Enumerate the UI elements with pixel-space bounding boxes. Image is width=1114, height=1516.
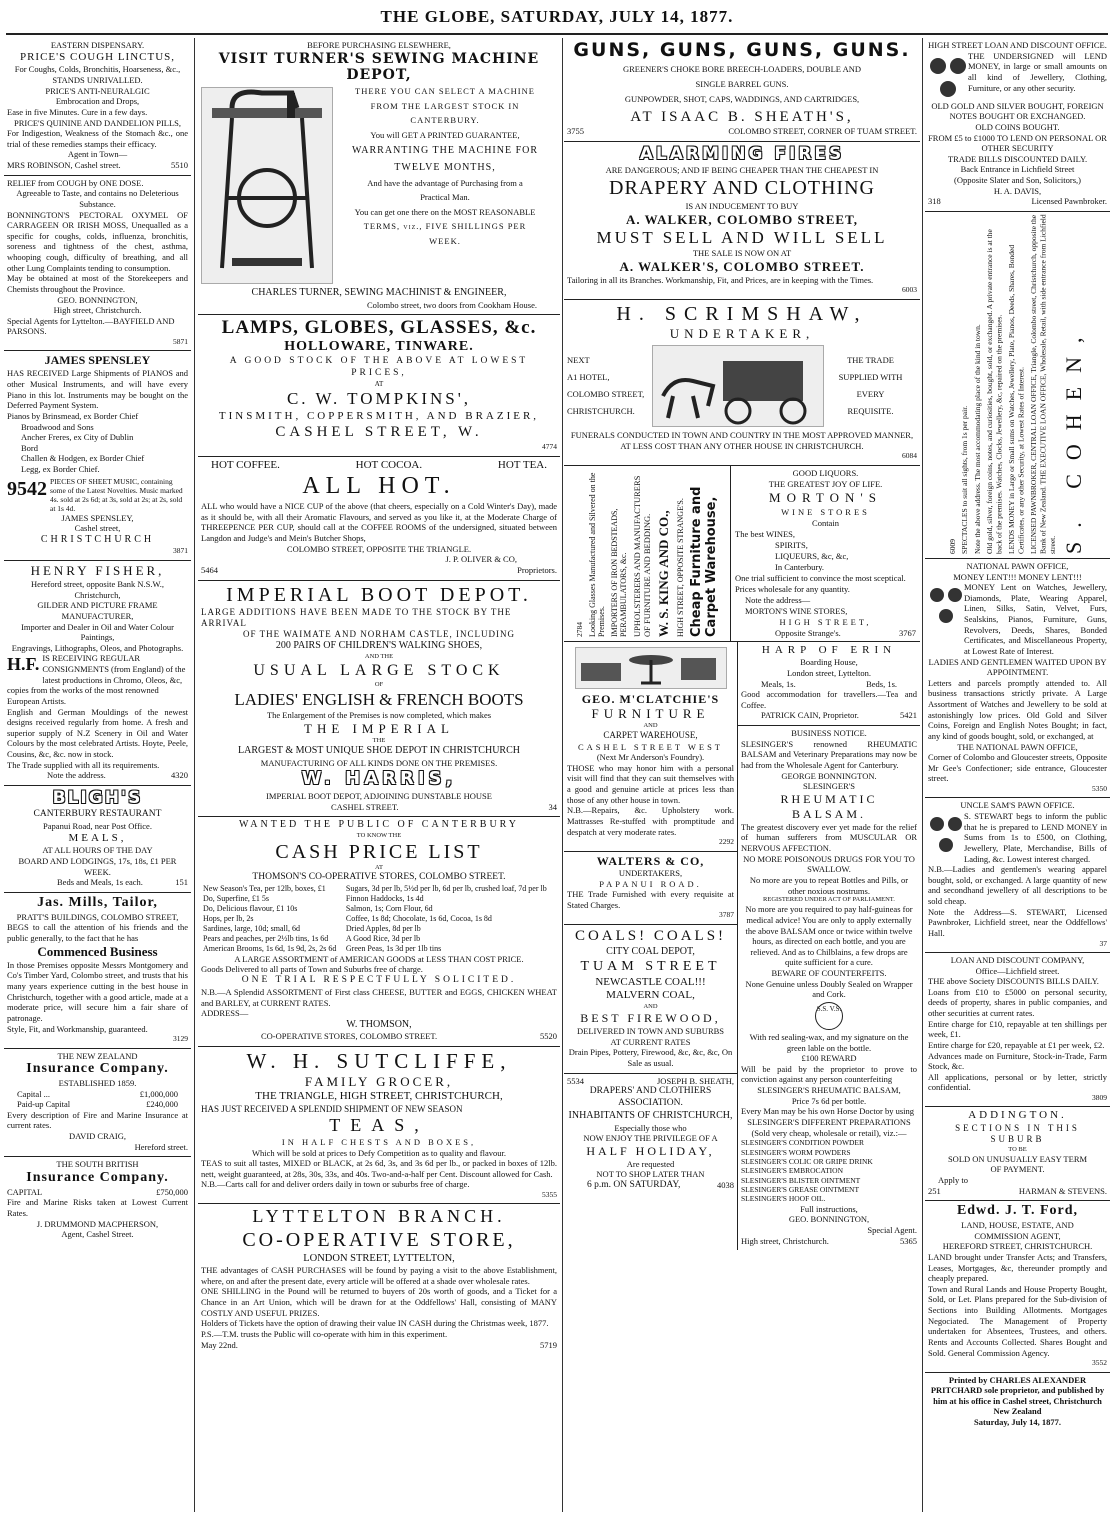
ad-eastern-dispensary: EASTERN DISPENSARY. PRICE'S COUGH LINCTUS, For Coughs, Colds, Bronchitis, Hoarseness, &c., STANDS UNRIVALLED. PRICE'S ANTI-NEURALGIC Embrocation and Drops, Ease in five Minutes. Cure in a few days. PRICE'S QUININE AND DANDELION PILLS, For Indigestion, Weakness of the Stomach &c., one trial of these remedies stamps their efficacy. Agent in Town— MRS ROBINSON, Cashel street. 5510 (4, 38, 191, 176)
price-item: Green Peas, 1s 3d per 1lb tins (345, 943, 442, 953)
ad-national-pawn: NATIONAL PAWN OFFICE, MONEY LENT!!! MONEY LENT!!! MONEY Lent on Watches, Jewellery, Diamonds, Plate, Wearing Apparel, Linen, Silks, Satin, Velvet, Furs, Sealskins, Pianos, Furniture, Guns, Revolvers, Deeds, Shares, Bonded Certificates, and Miscellaneous Property, at Lowest Rate of Interest. LADIES AND GENTLEMEN WAITED UPON BY APPOINTMENT. Letters and parcels promptly attended to. All business transactions strictly private. A Large Assortment of Watches and Jewellery to be sold at astonishingly low prices. Old Gold and Silver Coins, Foreign and English Notes Bought; in fact, any kind of goods bought, sold, or exchanged, at THE NATIONAL PAWN OFFICE, Corner of Colombo and Gloucester streets, Opposite Mr Gee's Confectioner; side entrance, Gloucester street. 5350 (925, 559, 1110, 799)
hot-drink-label: HOT TEA. (497, 458, 547, 471)
hot-drink-label: HOT COCOA. (355, 458, 423, 471)
list-item: Legg, ex Border Chief. (21, 464, 100, 474)
ad-addington: ADDINGTON. SECTIONS IN THIS SUBURB TO BE SOLD ON UNUSUALLY EASY TERM OF PAYMENT. Apply to 251 HARMAN & STEVENS. (925, 1107, 1110, 1201)
list-item: Challen & Hodgen, ex Border Chief (21, 453, 145, 464)
masthead-rule (6, 33, 1108, 35)
ad-sheath-guns: GUNS, GUNS, GUNS, GUNS. GREENER'S CHOKE BORE BREECH-LOADERS, DOUBLE AND SINGLE BARREL GUNS. GUNPOWDER, SHOT, CAPS, WADDINGS, AND CARTRIDGES, AT ISAAC B. SHEATH'S, 3755 COLOMBO STREET, CORNER OF TUAM STREET. (564, 38, 920, 142)
ad-harp-of-erin: HARP OF ERIN Boarding House, London street, Lyttelton. Meals, 1s. Beds, 1s. Good accommodation for travellers.—Tea and Coffee. PATRICK CAIN, Proprietor. 5421 (738, 642, 920, 727)
list-item: Broadwood and Sons (21, 421, 94, 432)
ad-imperial-boot: IMPERIAL BOOT DEPOT. LARGE ADDITIONS HAVE BEEN MADE TO THE STOCK BY THE ARRIVAL OF THE WAIMATE AND NORHAM CASTLE, INCLUDING 200 PAIRS OF CHILDREN'S WALKING SHOES, AND THE USUAL LARGE STOCK OF LADIES' ENGLISH & FRENCH BOOTS The Enlargement of the Premises is now completed, which makes THE IMPERIAL THE LARGEST & MOST UNIQUE SHOE DEPOT IN CHRISTCHURCH MANUFACTURING OF ALL KINDS DONE ON THE PREMISES. W. HARRIS, IMPERIAL BOOT DEPOT, ADJOINING DUNSTABLE HOUSE CASHEL STREET. 34 (198, 581, 560, 818)
sewing-machine-icon (202, 88, 332, 283)
price-item: Salmon, 1s; Corn Flour, 6d (345, 903, 433, 913)
ad-scrimshaw-undertaker: H. SCRIMSHAW, UNDERTAKER, NEXT A1 HOTEL, COLOMBO STREET, CHRISTCHURCH. THE TRADE SUPPLIED WITH EVERY REQUISITE. FUNERALS CONDUCTED IN TOWN AND COUNTRY IN THE MOST APPROVED MANNER, AT LESS COST THAN ANY OTHER HOUSE IN CHRISTCHURCH. 6084 (564, 300, 920, 466)
list-item: SLESINGER'S GREASE OINTMENT (741, 1185, 860, 1195)
furniture-illustration (575, 647, 727, 689)
pawnbroker-balls-icon (928, 51, 968, 101)
column-1 (4, 38, 191, 1512)
list-item: CHRISTCHURCH. (567, 405, 635, 416)
ad-lyttelton-coop: LYTTELTON BRANCH. CO-OPERATIVE STORE, LONDON STREET, LYTTELTON, THE advantages of CASH PURCHASES will be found by paying a visit to the above Establishment, where, on and after the present date, every article will be offered at a shade over wholesale rates. ONE SHILLING in the Pound will be returned to buyers of 20s worth of goods, and a Ticket for a Chance in an Art Union, which will be drawn for at the Oddfellows' Hall, consisting of MANY COSTLY AND USEFUL PRIZES. Holders of Tickets have the option of drawing their value IN CASH during the Christmas week, 1877. P.S.—T.M. trusts the Public will co-operate with him in this experiment. May 22nd. 5719 (201, 1206, 557, 1350)
hearse-illustration (652, 345, 824, 427)
column-2 (198, 38, 560, 1512)
ad-cohen-pawnbroker: 6009 SPECTACLES to suit all sights, from 1s per pair. Note the above address. The most accommodating place of the kind in town. Old gold, silver, foreign coins, notes, and curiosities, bought, sold, or exchanged. A private entrance is at the back of the premises. Watches, Clocks, Jewellery, &c, repaired on the premises. LENDS MONEY in Large or Small sums on Watches, Jewellery, Plate, Pianos, Deeds, Shares, Bonded Certificates, or any other Security, at Lowest Rates of Interest. LICENSED PAWNBROKER, CENTRAL LOAN OFFICE, Triangle, Colombo street, Christchurch, opposite the Bank of New Zealand. THE EXECUTIVE LOAN OFFICE, Wholesale, Retail, with side entrance from Lichfield street. S. COHEN, (925, 212, 1110, 559)
list-item: SUPPLIED WITH (838, 371, 903, 382)
ad-blighs-restaurant: BLIGH'S CANTERBURY RESTAURANT Papanui Road, near Post Office. MEALS, AT ALL HOURS OF THE DAY BOARD AND LODGINGS, 17s, 18s, £1 PER WEEK. Beds and Meals, 1s each. 151 (4, 786, 191, 893)
price-list-table (201, 884, 557, 954)
price-item: Dried Apples, 8d per lb (345, 923, 421, 933)
ad-thomson-stores: WANTED THE PUBLIC OF CANTERBURY TO KNOW THE CASH PRICE LIST AT THOMSON'S CO-OPERATIVE STORES, COLOMBO STREET. New Season's Tea, per 12lb, boxes, £1 Do, Superfine, £1 5s Do, Delicious flavour, £1 10s Hops, per lb, 2s Sardines, large, 10d; small, 6d Pears and peaches, per 2½lb tins, 1s 6d American Brooms, 1s 6d, 1s 9d, 2s, 2s 6d Sugars, 3d per lb, 5½d per lb, 6d per lb, crushed loaf, 7d per lb Finnon Haddocks, 1s 4d Salmon, 1s; Corn Flour, 6d Coffee, 1s 8d; Chocolate, 1s 6d, Cocoa, 1s 8d Dried Apples, 8d per lb A Good Rice, 3d per lb Green Peas, 1s 3d per 1lb tins A LARGE ASSORTMENT of AMERICAN GOODS at LESS THAN COST PRICE. Goods Delivered to all parts of Town and Suburbs free of charge. ONE TRIAL RESPECTFULLY SOLICITED. N.B.—A Splendid ASSORTMENT of First class CHEESE, BUTTER and EGGS, CHICKEN WHEAT and BARLEY, at CURRENT RATES. ADDRESS— W. THOMSON, CO-OPERATIVE STORES, COLOMBO STREET. 5520 (198, 817, 560, 1047)
price-item: A Good Rice, 3d per lb (345, 933, 421, 943)
list-item: SLESINGER'S BLISTER OINTMENT (741, 1175, 861, 1185)
scrimshaw-left-text (567, 352, 652, 420)
list-item: SLESINGER'S HOOF OIL. (741, 1194, 826, 1204)
ad-walters-undertakers: WALTERS & CO, UNDERTAKERS, PAPANUI ROAD. THE Trade Furnished with every requisite at Stated Charges. 3787 (564, 852, 737, 925)
ad-turner-sewing: BEFORE PURCHASING ELSEWHERE, VISIT TURNER'S SEWING MACHINE DEPOT, THERE YOU CAN SELECT A MACHINE FROM THE LARGEST STOCK IN CANTERBURY. You will GET A PRINTED GUARANTEE, WARRANTING THE MACHINE FOR TWELVE MONTHS, And have the advantage of Purchasing from a Practical Man. You can get one there on the MOST REASONABLE TERMS, viz., FIVE SHILLINGS PER WEEK. CHARLES TURNER, SEWING MACHINIST & ENGINEER, Colombo street, two doors from Cookham House. (198, 38, 560, 315)
price-item: Sardines, large, 10d; small, 6d (203, 923, 300, 933)
price-item: American Brooms, 1s 6d, 1s 9d, 2s, 2s 6d (203, 943, 337, 953)
sewing-machine-illustration (201, 87, 333, 284)
list-item: Ancher Freres, ex City of Dublin (21, 432, 134, 443)
col3-left-subcolumn (564, 642, 738, 1251)
list-item: SLESINGER'S EMBROCATION (741, 1166, 843, 1176)
list-item: A1 HOTEL, (567, 371, 610, 382)
list-item: SLESINGER'S COLIC OR GRIPE DRINK (741, 1156, 873, 1166)
column-divider (194, 38, 195, 1512)
masthead: THE GLOBE, SATURDAY, JULY 14, 1877. (380, 7, 734, 26)
ad-mills-tailor: Jas. Mills, Tailor, PRATT'S BUILDINGS, COLOMBO STREET, BEGS to call the attention of his friends and the public generally, to the fact that he has Commenced Business In those Premises opposite Messrs Montgomery and Co's Timber Yard, Colombo street, and trusts that his many years experience cutting in the best house in Christchurch, together with a good article, made at a moderate price, will secure him a fair share of patronage. Style, Fit, and Workmanship, guaranteed. 3129 (4, 893, 191, 1049)
ad-walker-drapery: ALARMING FIRES ARE DANGEROUS; AND IF BEING CHEAPER THAN THE CHEAPEST IN DRAPERY AND CLOTHING IS AN INDUCEMENT TO BUY A. WALKER, COLOMBO STREET, MUST SELL AND WILL SELL THE SALE IS NOW ON AT A. WALKER'S, COLOMBO STREET. Tailoring in all its Branches. Workmanship, Fit, and Prices, are in keeping with the Times. 6003 (564, 142, 920, 300)
piano-list (7, 422, 188, 475)
column-divider (922, 38, 923, 1512)
ad-davis-loan: HIGH STREET LOAN AND DISCOUNT OFFICE. THE UNDERSIGNED will LEND MONEY, in large or small amounts on all kind of Jewellery, Clothing, Furniture, or any other security. OLD GOLD AND SILVER BOUGHT, FOREIGN NOTES BOUGHT OR EXCHANGED. OLD COINS BOUGHT. FROM £5 to £1000 TO LEND ON PERSONAL OR OTHER SECURITY TRADE BILLS DISCOUNTED DAILY. Back Entrance in Lichfield Street (Opposite Slater and Son, Solicitors,) H. A. DAVIS, 318 Licensed Pawnbroker. (925, 38, 1110, 212)
imprint: Printed by CHARLES ALEXANDER PRITCHARD sole proprietor, and published by him at his office in Cashel street, Christchurch New Zealand Saturday, July 14, 1877. (930, 1374, 1105, 1428)
ad-henry-fisher: HENRY FISHER, Hereford street, opposite Bank N.S.W., Christchurch, GILDER AND PICTURE FRAME MANUFACTURER, Importer and Dealer in Oil and Water Colour Paintings, Engravings, Lithographs, Oleos, and Photographs. H.F. IS RECEIVING REGULAR CONSIGNMENTS (from England) of the latest productions in Chromo, Oleos, &c, copies from the works of the most renowned European Artists. English and German Mouldings of the newest designs received regularly from home. A fresh and superior supply of N.Z Scenery in Oil and Water Colours by the most celebrated Artists. Hoyte, Peele, Cousins, &c, &c. now in stock. The Trade supplied with all its requirements. Note the address. 4320 (4, 561, 191, 786)
column-3 (564, 38, 920, 1512)
ad-sutcliffe-grocer: W. H. SUTCLIFFE, FAMILY GROCER, THE TRIANGLE, HIGH STREET, CHRISTCHURCH, HAS JUST RECEIVED A SPLENDID SHIPMENT OF NEW SEASON TEAS, IN HALF CHESTS AND BOXES, Which will be sold at prices to Defy Competition as to quality and flavour. TEAS to suit all tastes, MIXED or BLACK, at 2s 6d, 3s, and 3s 6d per lb., or packed in boxes of 12lb. nett, weight guaranteed, at 28s, 30s, 33s, and 40s. Two-and-a-half per Cent. Discount allowed for Cash. N.B.—Carts call for and deliver orders daily in town or suburbs free of charge. 5355 (198, 1047, 560, 1205)
ad-loan-discount-co: LOAN AND DISCOUNT COMPANY, Office—Lichfield street. THE above Society DISCOUNTS BILLS DAILY. Loans from £10 to £5000 on personal security, deeds of property, shares in public companies, and other securities at current rates. Entire charge for £10, repayable at ten shillings per week, £1. Entire charge for £20, repayable at £1 per week, £2. Advances made on Furniture, Stock-in-Trade, Farm Stock, &c. All applications, personal or by letter, strictly confidential. 3809 (925, 953, 1110, 1108)
ad-mclatchie-furniture: GEO. M'CLATCHIE'S FURNITURE AND CARPET WAREHOUSE, CASHEL STREET WEST (Next Mr Anderson's Foundry). THOSE who may honor him with a personal visit will find that they can suit themselves with a good and genuine article at prices less than those of any other house in town. N.B.—Repairs, &c. Upholstery work. Mattrasses Re-stuffed with promptitude and despatch at very moderate rates. 2292 (564, 642, 737, 852)
ad-bonnington-oxymel: RELIEF from COUGH by ONE DOSE. Agreeable to Taste, and contains no Deleterious Substance. BONNINGTON'S PECTORAL OXYMEL OF CARRAGEEN OR IRISH MOSS, Unequalled as a specific for coughs, colds, influenza, bronchitis, soreness and tightness of the chest, asthma, whooping cough, difficulty of breathing, and all other Lung Complaints tending to consumption. May be obtained at most of the Storekeepers and Chemists throughout the Province. GEO. BONNINGTON, High street, Christchurch. Special Agents for Lyttelton.—BAYFIELD AND PARSONS. 5871 (4, 176, 191, 352)
ad-city-coal-depot: COALS! COALS! CITY COAL DEPOT, TUAM STREET NEWCASTLE COAL!!! MALVERN COAL, AND BEST FIREWOOD, DELIVERED IN TOWN AND SUBURBS AT CURRENT RATES Drain Pipes, Pottery, Firewood, &c, &c, &c, On Sale as usual. (564, 925, 737, 1074)
hearse-icon (653, 346, 823, 426)
price-item: Sugars, 3d per lb, 5½d per lb, 6d per lb, crushed loaf, 7d per lb (345, 883, 547, 893)
list-item: SLESINGER'S CONDITION POWDER (741, 1138, 865, 1148)
list-item: EVERY (856, 388, 885, 399)
furniture-icon (576, 648, 726, 688)
list-item: Bord (21, 442, 38, 453)
price-item: Do, Superfine, £1 5s (203, 893, 269, 903)
column-divider (562, 38, 563, 1512)
list-item: NEXT (567, 354, 590, 365)
price-item: Coffee, 1s 8d; Chocolate, 1s 6d, Cocoa, 1s 8d (345, 913, 492, 923)
price-item: New Season's Tea, per 12lb, boxes, £1 (203, 883, 326, 893)
ad-spensley: JAMES SPENSLEY HAS RECEIVED Large Shipments of PIANOS and other Musical Instruments, and will have every Piano in this lot. Instruments may be bought on the Deferred Payment System. Pianos by Brinsmead, ex Border Chief Broadwood and Sons Ancher Freres, ex City of Dublin Bord Challen & Hodgen, ex Border Chief Legg, ex Border Chief. 9542 PIECES OF SHEET MUSIC, containing some of the Latest Novelties. Music marked 4s. sold at 2s 6d; at 3s, sold at 2s; at 2s, sold at 1s 4d. JAMES SPENSLEY, Cashel street, CHRISTCHURCH 3871 (4, 351, 191, 560)
scrimshaw-right-text (824, 352, 917, 420)
ad-king-furniture: 2784 Looking Glasses Manufactured and Silvered on the Premises. IMPORTERS OF IRON BEDSTEADS, PERAMBULATORS, &c. UPHOLSTERERS AND MANUFACTURERS OF FURNITURE AND BEDDING. W. S. KING AND CO., HIGH STREET, OPPOSITE STRANGE'S. Cheap Furniture and Carpet Warehouse, (564, 466, 731, 641)
pawnbroker-balls-icon (928, 582, 964, 628)
hot-drink-label: HOT COFFEE. (211, 458, 280, 471)
hot-drinks-row (201, 459, 557, 473)
seal-icon: S.S. V.S. (815, 1002, 843, 1030)
price-item: Do, Delicious flavour, £1 10s (203, 903, 298, 913)
column-4 (925, 38, 1110, 1512)
ad-slesinger-balsam: BUSINESS NOTICE. SLESINGER'S renowned RHEUMATIC BALSAM and Veterinary Preparations may now be had from the Wholesale Agent for Canterbury. GEORGE BONNINGTON. SLESINGER'S RHEUMATIC BALSAM. The greatest discovery ever yet made for the relief of human sufferers from MUSCULAR OR NERVOUS AFFECTION. NO MORE POISONOUS DRUGS FOR YOU TO SWALLOW. No more are you to repeat Bottles and Pills, or other noxious nostrums. REGISTERED UNDER ACT OF PARLIAMENT. No more are you required to pay half-guineas for medical advice! You are only to apply externally the above BALSAM once or twice within twelve hours, as directed on each bottle, and you are relieved. And as to Chilblains, a few drops are quite sufficient for a cure. BEWARE OF COUNTERFEITS. None Genuine unless Doubly Sealed on Wrapper and Cork. S.S. V.S. With red sealing-wax, and my signature on the green lable on the bottle. £100 REWARD Will be paid by the proprietor to prove to conviction against any person counterfeiting SLESINGER'S RHEUMATIC BALSAM, Price 7s 6d per bottle. Every Man may be his own Horse Doctor by using SLESINGER'S DIFFERENT PREPARATIONS (Sold very cheap, wholesale or retail), viz.:— SLESINGER'S CONDITION POWDER SLESINGER'S WORM POWDERS SLESINGER'S COLIC OR GRIPE DRINK SLESINGER'S EMBROCATION SLESINGER'S BLISTER OINTMENT SLESINGER'S GREASE OINTMENT SLESINGER'S HOOF OIL. Full instructions, GEO. BONNINGTON, Special Agent. High street, Christchurch. 5365 (741, 728, 917, 1246)
price-item: Finnon Haddocks, 1s 4d (345, 893, 424, 903)
list-item: SLESINGER'S WORM POWDERS (741, 1147, 851, 1157)
ad-nz-insurance: THE NEW ZEALAND Insurance Company. ESTABLISHED 1859. Capital ... £1,000,000 Paid-up Capital £240,000 Every description of Fire and Marine Insurance at current rates. DAVID CRAIG, Hereford street. (4, 1049, 191, 1158)
price-item: Hops, per lb, 2s (203, 913, 254, 923)
ad-drapers-association: 5534 JOSEPH B. SHEATH, DRAPERS' AND CLOTHIERS ASSOCIATION. INHABITANTS OF CHRISTCHURCH, Especially those who NOW ENJOY THE PRIVILEGE OF A HALF HOLIDAY, Are requested NOT TO SHOP LATER THAN 6 p.m. ON SATURDAY, 4038 (567, 1075, 734, 1191)
ad-south-british-insurance: THE SOUTH BRITISH Insurance Company. CAPITAL £750,000 Fire and Marine Risks taken at Lowest Current Rates. J. DRUMMOND MACPHERSON, Agent, Cashel Street. (7, 1159, 188, 1240)
col3-right-subcolumn (738, 642, 920, 1251)
ad-ford-land-agent: Edwd. J. T. Ford, LAND, HOUSE, ESTATE, AND COMMISSION AGENT, HEREFORD STREET, CHRISTCHURCH. LAND brought under Transfer Acts; and Transfers, Leases, Mortgages, &c, thereunder promptly and cheaply prepared. Town and Rural Lands and House Property Bought, Sold, or Let. Plans prepared for the Sub-division of Sections into Building Allotments. Mortgages Negociated. The Management of Property undertaken for Absentees, Trustees, and others. Rents and Accounts Collected. Shares Bought and Sold. General Commission Agency. 3552 (925, 1201, 1110, 1372)
list-item: REQUISITE. (847, 405, 894, 416)
list-item: THE TRADE (847, 354, 894, 365)
ad-uncle-sams-pawn: UNCLE SAM'S PAWN OFFICE. S. STEWART begs to inform the public that he is prepared to LEND MONEY in Sums from 1s to £500, on Clothing, Jewellery, Plate, Merchandise, Bills of Lading, &c. Lowest interest charged. N.B.—Ladies and gentlemen's wearing apparel bought, sold, or exchanged. A large quantity of new and secondhand jewellery of all descriptions to be sold cheap. Note the Address—S. STEWART, Licensed Pawnbroker, Lichfield street, near the Oddfellows' Hall. 37 (925, 798, 1110, 953)
ad-morton-wine: GOOD LIQUORS. THE GREATEST JOY OF LIFE. MORTON'S WINE STORES Contain The best WINES, SPIRITS, LIQUEURS, &c, &c, In Canterbury. One trial sufficient to convince the most sceptical. Prices wholesale for any quantity. Note the address— MORTON'S WINE STORES, HIGH STREET, Opposite Strange's. 3767 (735, 467, 916, 639)
price-item: Pears and peaches, per 2½lb tins, 1s 6d (203, 933, 329, 943)
list-item: COLOMBO STREET, (567, 388, 645, 399)
pawnbroker-balls-icon (928, 811, 964, 857)
slesinger-product-list (741, 1138, 917, 1204)
ad-tompkins: LAMPS, GLOBES, GLASSES, &c. HOLLOWARE, TINWARE. A GOOD STOCK OF THE ABOVE AT LOWEST PRICES, AT C. W. TOMPKINS', TINSMITH, COPPERSMITH, AND BRAZIER, CASHEL STREET, W. 4774 (198, 315, 560, 456)
ad-oliver-coffee: HOT COFFEE. HOT COCOA. HOT TEA. ALL HOT. ALL who would have a NICE CUP of the above (that cheers, especially on a Cold Winter's Day), made as it should be, with all their Aromatic Flavours, and served as you like it, at the Moderate Charge of THREEPENCE PER CUP, should call at the COFFEE ROOMS of the undersigned, situated between Langdon and Judge's and Mein's Butcher Shops, COLOMBO STREET, OPPOSITE THE TRIANGLE. J. P. OLIVER & CO, 5464 Proprietors. (198, 457, 560, 581)
